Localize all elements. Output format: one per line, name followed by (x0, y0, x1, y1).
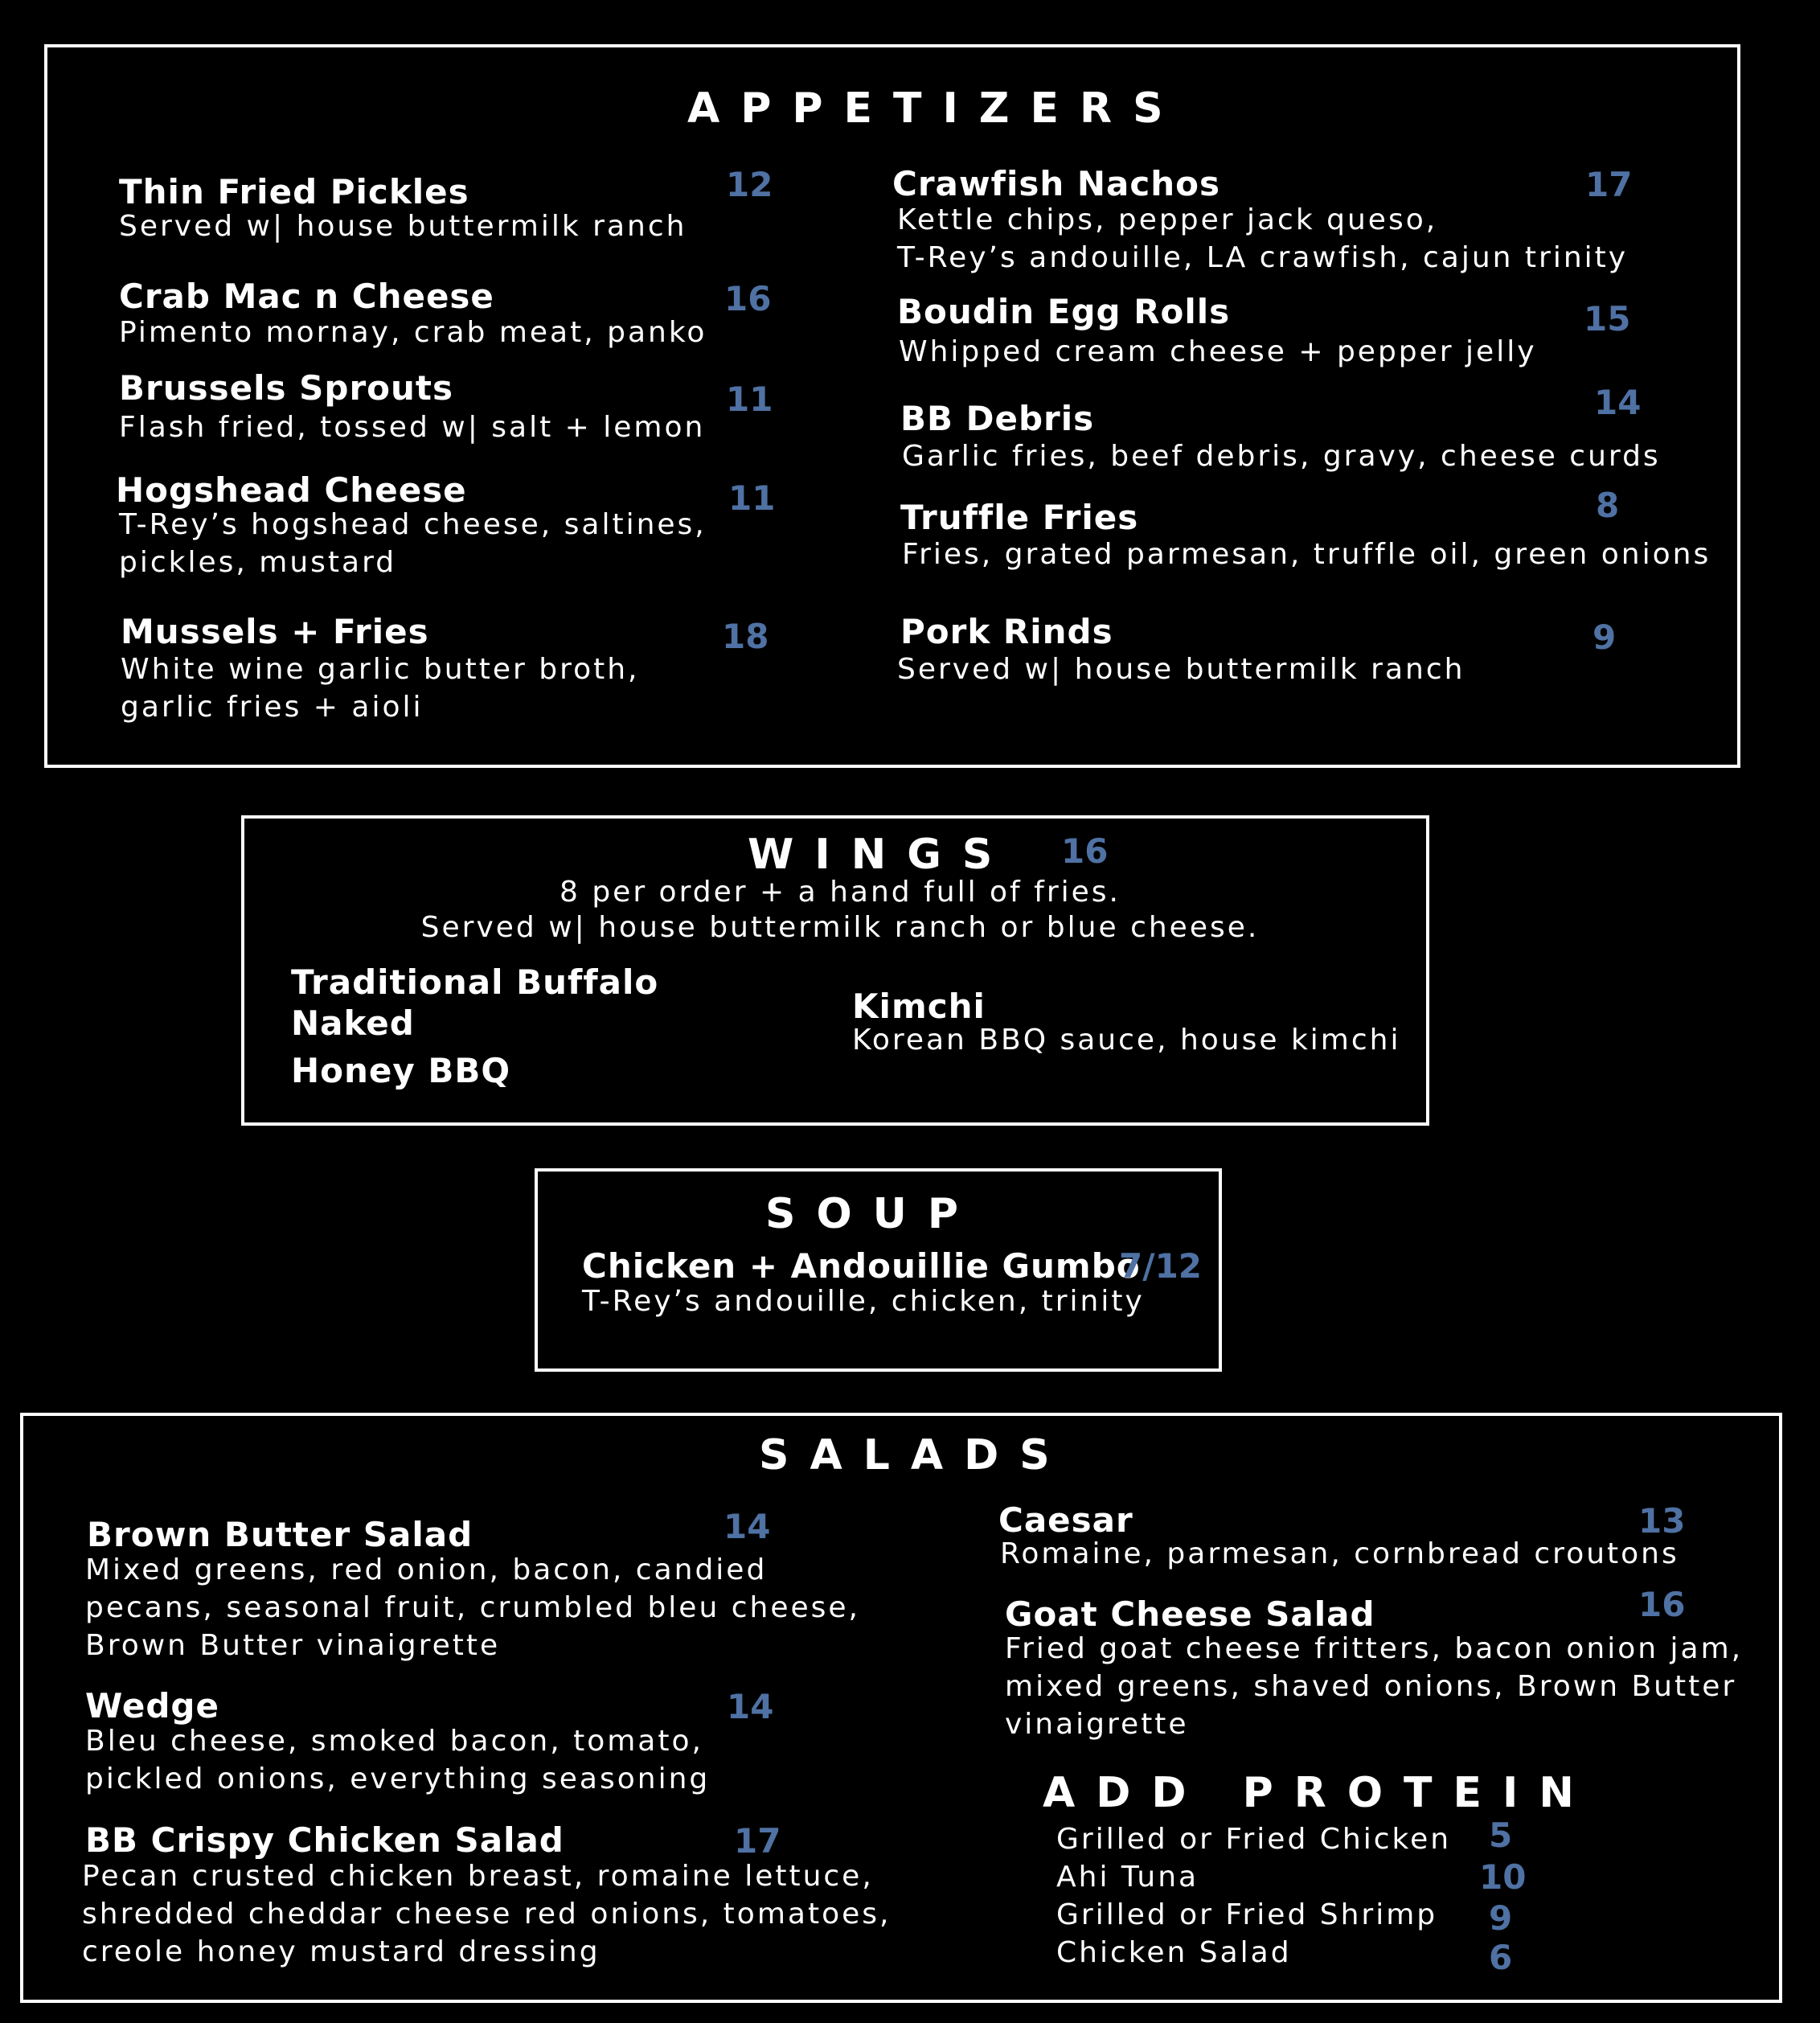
menu-item-desc: pickled onions, everything seasoning (85, 1762, 711, 1795)
menu-item-name: Mussels + Fries (121, 612, 429, 651)
wings-title: WINGS (748, 831, 1014, 879)
menu-item-name: Thin Fried Pickles (119, 172, 469, 211)
menu-item-name: Brussels Sprouts (119, 368, 453, 408)
menu-item-desc: garlic fries + aioli (121, 691, 424, 724)
menu-item-desc: Brown Butter vinaigrette (85, 1629, 501, 1662)
protein-option-price: 10 (1479, 1857, 1527, 1897)
menu-item-desc: Pecan crusted chicken breast, romaine lettuce, (82, 1860, 874, 1893)
menu-item-desc: vinaigrette (1005, 1708, 1189, 1741)
menu-item-price: 12 (726, 165, 773, 204)
wing-flavor: Kimchi (852, 987, 986, 1026)
menu-item-desc: T-Rey’s andouille, chicken, trinity (582, 1285, 1145, 1318)
protein-option-price: 9 (1489, 1898, 1513, 1938)
add-protein-title: ADD PROTEIN (1043, 1769, 1595, 1817)
menu-item-price: 8 (1596, 486, 1620, 525)
menu-item-desc: Flash fried, tossed w| salt + lemon (119, 411, 706, 444)
menu-item-desc: Garlic fries, beef debris, gravy, cheese curds (902, 440, 1661, 473)
menu-item-name: Wedge (85, 1686, 219, 1726)
menu-item-desc: T-Rey’s hogshead cheese, saltines, (119, 508, 707, 541)
menu-item-desc: Served w| house buttermilk ranch (119, 210, 687, 243)
menu-item-price: 14 (1594, 383, 1642, 422)
menu-item-desc: Romaine, parmesan, cornbread croutons (1000, 1537, 1679, 1570)
protein-option-name: Grilled or Fried Chicken (1056, 1823, 1452, 1856)
menu-item-desc: Fries, grated parmesan, truffle oil, green onions (902, 538, 1711, 571)
menu-item-name: Crab Mac n Cheese (119, 277, 494, 316)
wings-description: 8 per order + a hand full of fries. (559, 876, 1121, 909)
menu-item-price: 16 (1638, 1585, 1686, 1624)
menu-item-price: 7/12 (1119, 1246, 1203, 1286)
menu-item-name: Truffle Fries (900, 498, 1139, 537)
appetizers-title: APPETIZERS (687, 84, 1184, 133)
wings-price: 16 (1061, 831, 1109, 871)
protein-option-name: Grilled or Fried Shrimp (1056, 1898, 1438, 1931)
menu-item-name: Chicken + Andouillie Gumbo (582, 1246, 1141, 1286)
menu-item-price: 18 (722, 617, 769, 656)
protein-option-name: Ahi Tuna (1056, 1861, 1199, 1894)
menu-item-name: BB Debris (900, 399, 1095, 438)
menu-item-name: BB Crispy Chicken Salad (85, 1820, 564, 1860)
menu-item-price: 14 (723, 1507, 771, 1546)
wing-flavor: Naked (291, 1003, 415, 1043)
menu-item-name: Brown Butter Salad (87, 1515, 473, 1554)
menu-item-price: 14 (727, 1687, 774, 1726)
soup-title: SOUP (765, 1190, 979, 1238)
salads-title: SALADS (759, 1431, 1071, 1479)
menu-item-price: 11 (726, 380, 773, 419)
menu-item-name: Pork Rinds (900, 612, 1113, 651)
menu-item-desc: Fried goat cheese fritters, bacon onion jam, (1005, 1632, 1744, 1665)
menu-item-price: 16 (724, 279, 772, 318)
menu-item-desc: Pimento mornay, crab meat, panko (119, 316, 707, 349)
menu-item-price: 15 (1584, 299, 1631, 339)
menu-item-desc: pecans, seasonal fruit, crumbled bleu cheese, (85, 1591, 860, 1624)
menu-item-desc: shredded cheddar cheese red onions, tomatoes, (82, 1898, 892, 1931)
wing-flavor: Honey BBQ (291, 1051, 511, 1090)
menu-item-desc: Served w| house buttermilk ranch (897, 653, 1465, 686)
menu-item-name: Goat Cheese Salad (1005, 1594, 1375, 1634)
wings-description: Served w| house buttermilk ranch or blue cheese. (420, 911, 1260, 944)
menu-item-desc: mixed greens, shaved onions, Brown Butter (1005, 1670, 1737, 1703)
protein-option-name: Chicken Salad (1056, 1936, 1292, 1969)
menu-item-desc: pickles, mustard (119, 546, 397, 579)
wing-flavor-desc: Korean BBQ sauce, house kimchi (852, 1024, 1401, 1057)
menu-item-name: Caesar (998, 1500, 1133, 1540)
menu-item-name: Hogshead Cheese (116, 470, 467, 510)
menu-item-price: 9 (1592, 618, 1617, 657)
menu-item-price: 17 (734, 1821, 781, 1861)
menu-item-price: 11 (728, 478, 776, 518)
menu-item-desc: White wine garlic butter broth, (121, 653, 640, 686)
protein-option-price: 6 (1489, 1938, 1513, 1977)
menu-item-desc: Mixed greens, red onion, bacon, candied (85, 1553, 768, 1586)
protein-option-price: 5 (1489, 1816, 1513, 1855)
menu-item-desc: Bleu cheese, smoked bacon, tomato, (85, 1725, 703, 1758)
menu-item-price: 17 (1585, 165, 1633, 204)
menu-item-name: Crawfish Nachos (892, 164, 1221, 203)
menu-item-price: 13 (1638, 1501, 1686, 1541)
menu-item-desc: Kettle chips, pepper jack queso, (897, 203, 1438, 236)
menu-item-desc: T-Rey’s andouille, LA crawfish, cajun trinity (897, 241, 1629, 274)
menu-item-name: Boudin Egg Rolls (897, 292, 1231, 331)
menu-item-desc: creole honey mustard dressing (82, 1935, 601, 1968)
menu-item-desc: Whipped cream cheese + pepper jelly (899, 335, 1537, 368)
wing-flavor: Traditional Buffalo (291, 962, 659, 1002)
